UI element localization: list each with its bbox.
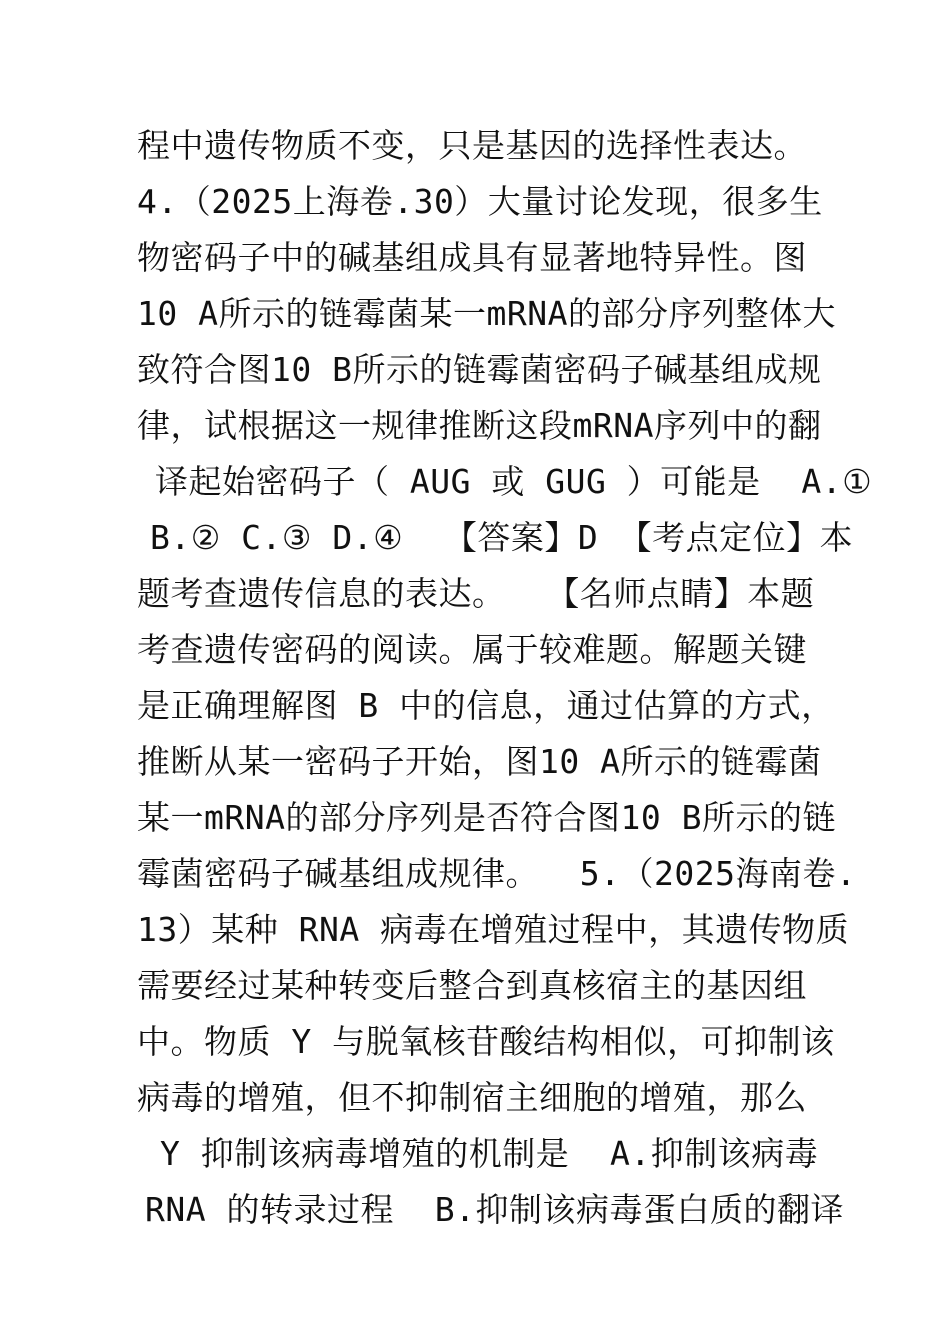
- text-line-15: 13）某种 RNA 病毒在增殖过程中，其遗传物质: [137, 910, 850, 949]
- text-line-2: 4.（2025上海卷.30）大量讨论发现，很多生: [137, 182, 823, 221]
- text-line-19: Y 抑制该病毒增殖的机制是 A.抑制该病毒: [160, 1134, 819, 1173]
- text-line-3: 物密码子中的碱基组成具有显著地特异性。图: [137, 238, 807, 277]
- text-line-20: RNA 的转录过程 B.抑制该病毒蛋白质的翻译: [145, 1190, 844, 1229]
- text-line-17: 中。物质 Y 与脱氧核苷酸结构相似，可抑制该: [137, 1022, 835, 1061]
- text-line-5: 致符合图10 B所示的链霉菌密码子碱基组成规: [137, 350, 822, 389]
- text-line-10: 考查遗传密码的阅读。属于较难题。解题关键: [137, 630, 807, 669]
- text-line-7: 译起始密码子（ AUG 或 GUG ）可能是 A.①: [155, 462, 873, 501]
- text-line-1: 程中遗传物质不变，只是基因的选择性表达。: [137, 126, 807, 165]
- text-line-8: B.② C.③ D.④ 【答案】D 【考点定位】本: [150, 518, 854, 557]
- text-line-14: 霉菌密码子碱基组成规律。 5.（2025海南卷.: [137, 854, 857, 893]
- text-line-12: 推断从某一密码子开始，图10 A所示的链霉菌: [137, 742, 822, 781]
- text-line-16: 需要经过某种转变后整合到真核宿主的基因组: [137, 966, 807, 1005]
- text-line-18: 病毒的增殖，但不抑制宿主细胞的增殖，那么: [137, 1078, 807, 1117]
- text-line-4: 10 A所示的链霉菌某一mRNA的部分序列整体大: [137, 294, 836, 333]
- text-line-6: 律，试根据这一规律推断这段mRNA序列中的翻: [137, 406, 822, 445]
- text-line-9: 题考查遗传信息的表达。 【名师点睛】本题: [137, 574, 815, 613]
- text-line-13: 某一mRNA的部分序列是否符合图10 B所示的链: [137, 798, 836, 837]
- text-line-11: 是正确理解图 B 中的信息，通过估算的方式，: [137, 686, 835, 725]
